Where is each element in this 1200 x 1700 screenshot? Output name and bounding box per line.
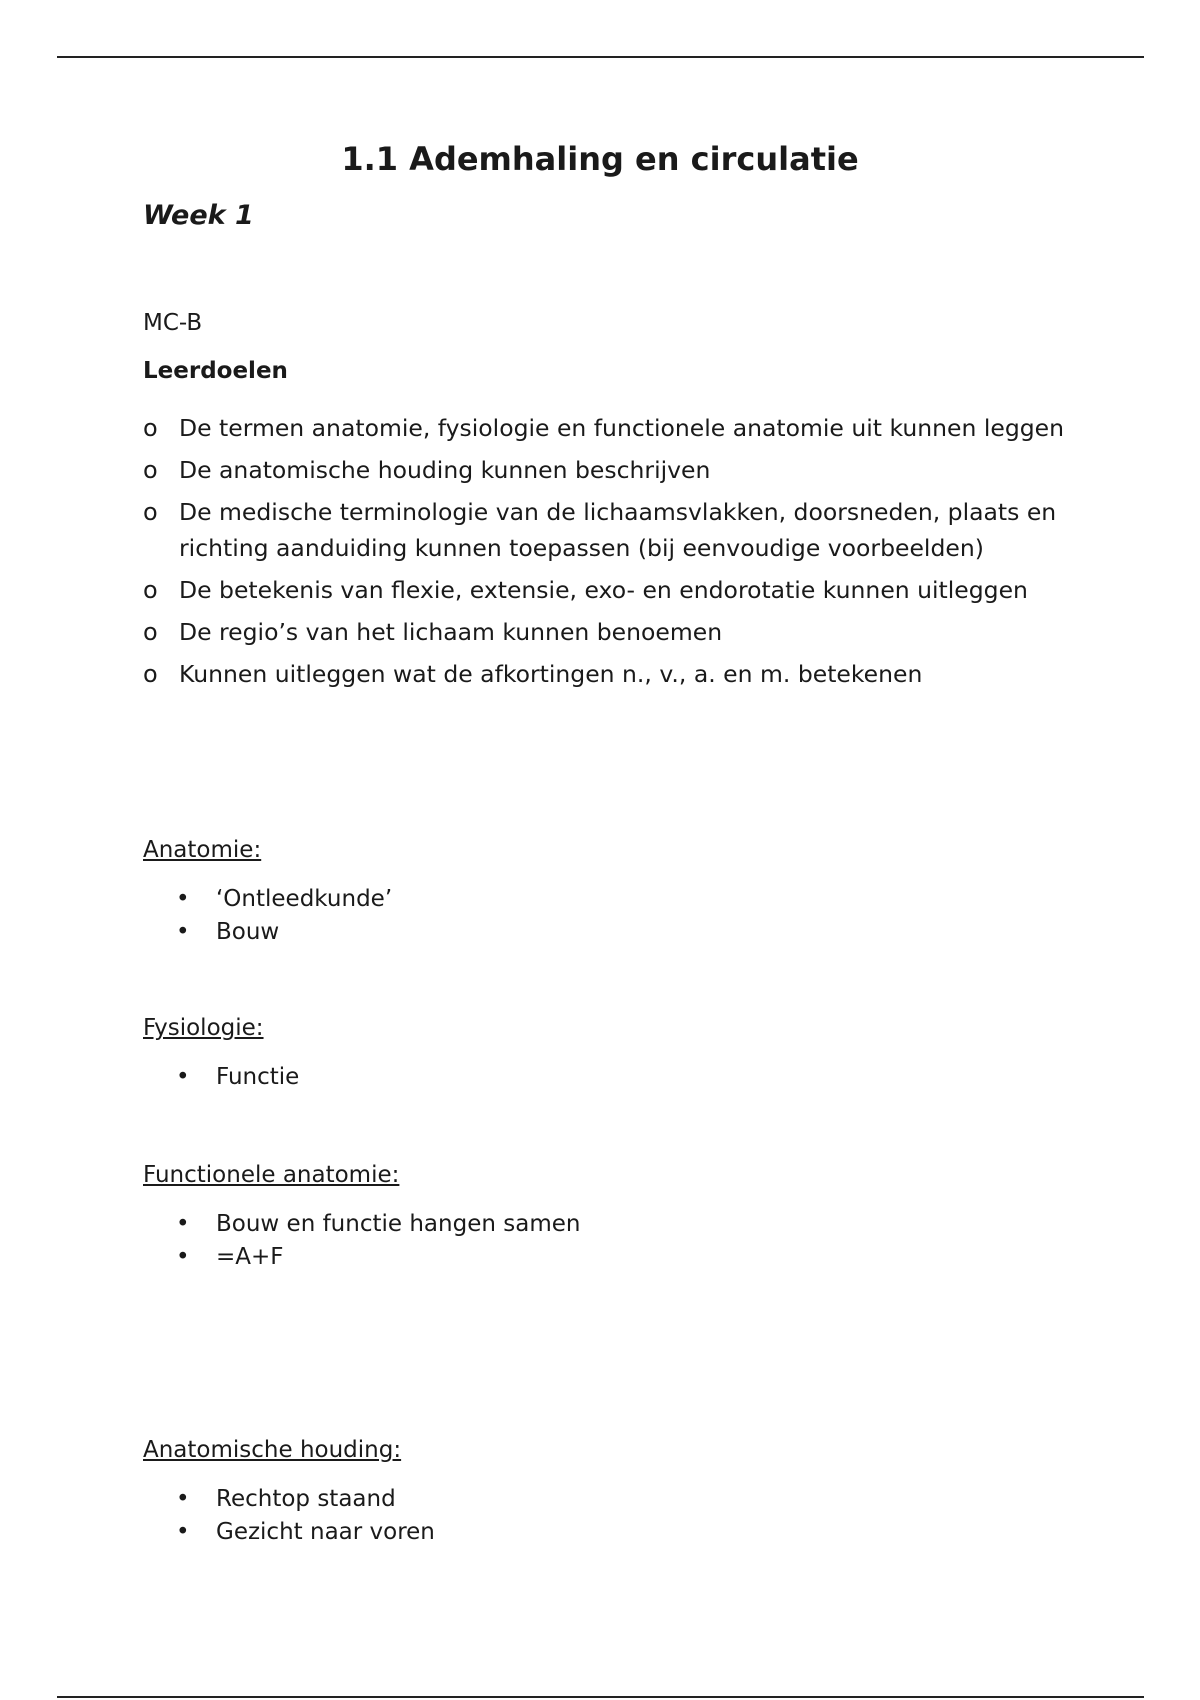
learning-goal-text: De medische terminologie van de lichaamsvlakken, doorsneden, plaats en richting aanduiding kunnen toepassen (bij eenvoudige voorbeelden) bbox=[179, 498, 1057, 562]
section-list-anatomie bbox=[143, 883, 392, 949]
list-item bbox=[143, 1516, 435, 1549]
learning-goals-list bbox=[143, 410, 1083, 698]
learning-goals-heading: Leerdoelen bbox=[143, 358, 288, 384]
learning-goal-item bbox=[143, 656, 1083, 692]
circle-bullet-icon: o bbox=[143, 498, 158, 526]
bullet-icon: • bbox=[176, 1519, 190, 1545]
page-title: 1.1 Ademhaling en circulatie bbox=[341, 140, 859, 178]
section-list-anatomische-houding bbox=[143, 1483, 435, 1549]
section-heading-fysiologie: Fysiologie: bbox=[143, 1015, 264, 1041]
learning-goal-text: Kunnen uitleggen wat de afkortingen n., v., a. en m. betekenen bbox=[179, 660, 923, 688]
list-item bbox=[143, 1483, 435, 1516]
bullet-icon: • bbox=[176, 919, 190, 945]
bottom-rule bbox=[57, 1696, 1144, 1698]
bullet-icon: • bbox=[176, 1486, 190, 1512]
section-list-fysiologie bbox=[143, 1061, 299, 1094]
learning-goal-text: De regio’s van het lichaam kunnen benoemen bbox=[179, 618, 723, 646]
learning-goal-text: De termen anatomie, fysiologie en functionele anatomie uit kunnen leggen bbox=[179, 414, 1065, 442]
list-item bbox=[143, 916, 392, 949]
learning-goal-item bbox=[143, 410, 1083, 446]
list-item-text: Bouw bbox=[216, 919, 280, 945]
learning-goal-item bbox=[143, 614, 1083, 650]
list-item bbox=[143, 1241, 580, 1274]
top-rule bbox=[57, 56, 1144, 58]
list-item-text: Rechtop staand bbox=[216, 1486, 396, 1512]
section-heading-anatomische-houding: Anatomische houding: bbox=[143, 1437, 402, 1463]
course-code: MC-B bbox=[143, 310, 203, 336]
list-item bbox=[143, 883, 392, 916]
section-list-functionele-anatomie bbox=[143, 1208, 580, 1274]
section-heading-anatomie: Anatomie: bbox=[143, 837, 262, 863]
learning-goal-item bbox=[143, 494, 1083, 566]
learning-goal-item bbox=[143, 452, 1083, 488]
list-item-text: =A+F bbox=[216, 1244, 284, 1270]
list-item bbox=[143, 1061, 299, 1094]
bullet-icon: • bbox=[176, 1064, 190, 1090]
bullet-icon: • bbox=[176, 1244, 190, 1270]
circle-bullet-icon: o bbox=[143, 618, 158, 646]
circle-bullet-icon: o bbox=[143, 456, 158, 484]
list-item-text: Bouw en functie hangen samen bbox=[216, 1211, 581, 1237]
section-heading-functionele-anatomie: Functionele anatomie: bbox=[143, 1162, 400, 1188]
bullet-icon: • bbox=[176, 1211, 190, 1237]
circle-bullet-icon: o bbox=[143, 576, 158, 604]
list-item-text: Gezicht naar voren bbox=[216, 1519, 435, 1545]
list-item-text: ‘Ontleedkunde’ bbox=[216, 886, 393, 912]
learning-goal-text: De betekenis van flexie, extensie, exo- en endorotatie kunnen uitleggen bbox=[179, 576, 1028, 604]
circle-bullet-icon: o bbox=[143, 414, 158, 442]
bullet-icon: • bbox=[176, 886, 190, 912]
list-item bbox=[143, 1208, 580, 1241]
learning-goal-text: De anatomische houding kunnen beschrijven bbox=[179, 456, 711, 484]
circle-bullet-icon: o bbox=[143, 660, 158, 688]
learning-goal-item bbox=[143, 572, 1083, 608]
week-heading: Week 1 bbox=[143, 200, 254, 231]
list-item-text: Functie bbox=[216, 1064, 300, 1090]
